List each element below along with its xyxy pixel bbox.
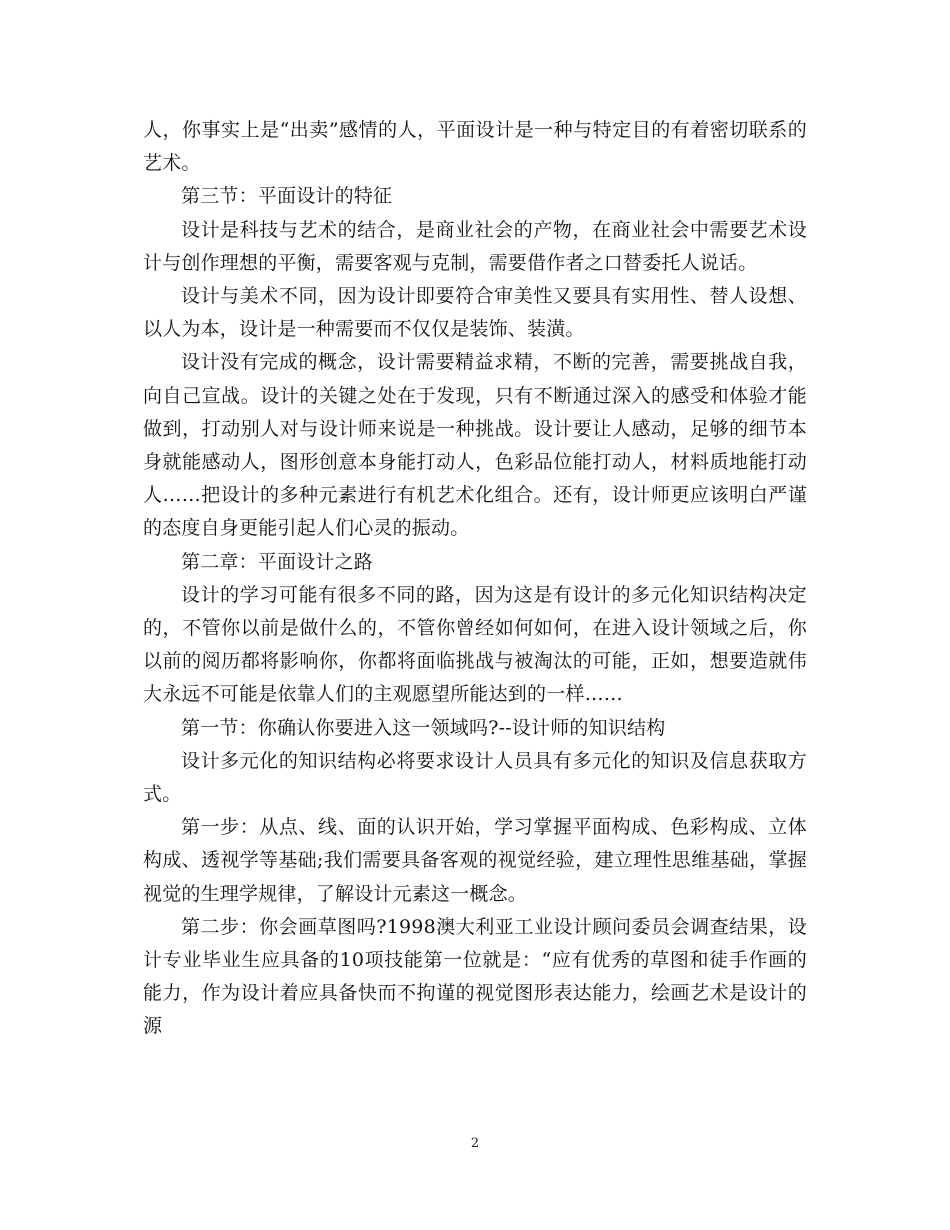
- paragraph: 设计多元化的知识结构必将要求设计人员具有多元化的知识及信息获取方式。: [143, 749, 807, 806]
- paragraph-step-1: 第一步：从点、线、面的认识开始，学习掌握平面构成、色彩构成、立体构成、透视学等基础;我们需要具备客观的视觉经验，建立理性思维基础，掌握视觉的生理学规律，了解设计元素这一概念。: [143, 816, 807, 905]
- chapter-heading-2: 第二章：平面设计之路: [181, 550, 374, 573]
- section-heading-3: 第三节：平面设计的特征: [181, 185, 393, 208]
- paragraph: 设计的学习可能有很多不同的路，因为这是有设计的多元化知识结构决定的，不管你以前是做什么的，不管你曾经如何如何，在进入设计领域之后，你以前的阅历都将影响你，你都将面临挑战与被淘汰的可能，正如，想要造就伟大永远不可能是依靠人们的主观愿望所能达到的一样……: [143, 583, 807, 706]
- section-heading-1: 第一节：你确认你要进入这一领域吗?--设计师的知识结构: [181, 716, 666, 739]
- document-body: [143, 114, 807, 1044]
- paragraph-continuation: 人，你事实上是“出卖”感情的人，平面设计是一种与特定目的有着密切联系的艺术。: [143, 119, 807, 175]
- page-number: 2: [470, 1136, 480, 1151]
- paragraph: 设计没有完成的概念，设计需要精益求精，不断的完善，需要挑战自我，向自己宣战。设计的关键之处在于发现，只有不断通过深入的感受和体验才能做到，打动别人对与设计师来说是一种挑战。设计要让人感动，足够的细节本身就能感动人，图形创意本身能打动人，色彩品位能打动人，材料质地能打动人……把设计的多种元素进行有机艺术化组合。还有，设计师更应该明白严谨的态度自身更能引起人们心灵的振动。: [143, 351, 807, 540]
- paragraph: 设计与美术不同，因为设计即要符合审美性又要具有实用性、替人设想、以人为本，设计是一种需要而不仅仅是装饰、装潢。: [143, 285, 807, 341]
- paragraph: 设计是科技与艺术的结合，是商业社会的产物，在商业社会中需要艺术设计与创作理想的平衡，需要客观与克制，需要借作者之口替委托人说话。: [143, 218, 807, 274]
- paragraph-step-2: 第二步：你会画草图吗?1998澳大利亚工业设计顾问委员会调查结果，设计专业毕业生应具备的10项技能第一位就是：“应有优秀的草图和徒手作画的能力，作为设计着应具备快而不拘谨的视觉图形表达能力，绘画艺术是设计的源: [143, 915, 807, 1038]
